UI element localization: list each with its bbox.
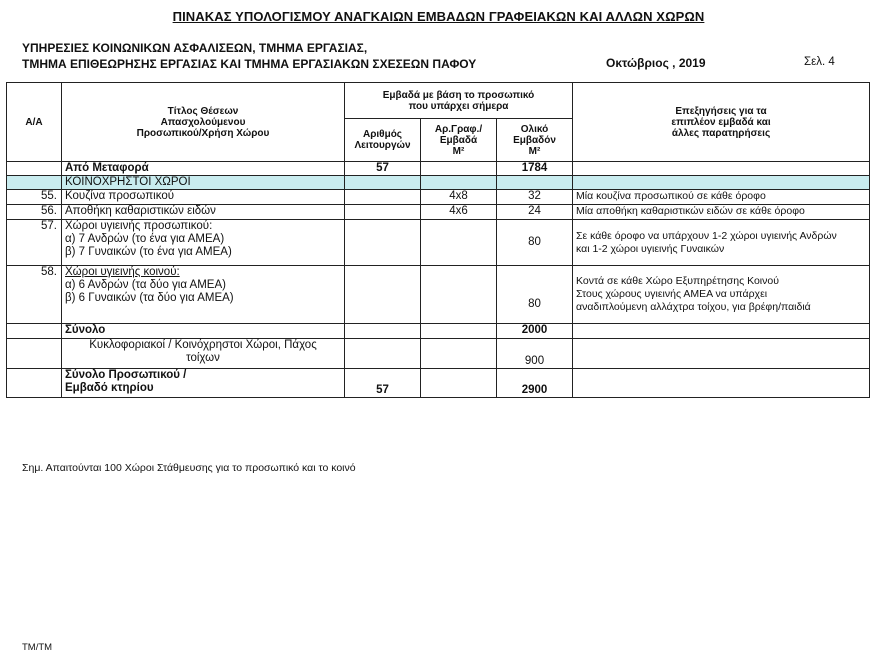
organization-header: [22, 40, 476, 72]
row-label: Κουζίνα προσωπικού: [62, 190, 345, 205]
row-dimensions: 4x8: [421, 190, 497, 205]
header-count: Αριθμός Λειτουργών: [345, 119, 421, 162]
table-row: [7, 324, 870, 339]
sum-total: 2000: [497, 324, 573, 339]
table-row: [7, 369, 870, 398]
row-number: 58.: [7, 266, 62, 324]
table-row: [7, 266, 870, 324]
table-row: [7, 205, 870, 220]
document-date: Οκτώβριος , 2019: [606, 56, 706, 70]
circulation-label: Κυκλοφοριακοί / Κοινόχρηστοι Χώροι, Πάχος τοίχων: [62, 339, 345, 369]
section-row-shared: [7, 176, 870, 190]
carry-total: 1784: [497, 162, 573, 176]
header-row-1: [7, 83, 870, 119]
section-label: ΚΟΙΝΟΧΡΗΣΤΟΙ ΧΩΡΟΙ: [62, 176, 345, 190]
footer-initials: ΤΜ/ΤΜ: [22, 642, 53, 653]
header-total-area: Ολικό Εμβαδόν Μ²: [497, 119, 573, 162]
table-row: [7, 220, 870, 266]
table-row: [7, 162, 870, 176]
sum-label: Σύνολο: [62, 324, 345, 339]
header-title: Τίτλος Θέσεων Απασχολούμενου Προσωπικού/Χρήση Χώρου: [62, 83, 345, 162]
parking-note: Σημ. Απαιτούνται 100 Χώροι Στάθμευσης για το προσωπικό και το κοινό: [22, 462, 356, 474]
header-office-area: Αρ.Γραφ./ Εμβαδά Μ²: [421, 119, 497, 162]
area-table: [6, 82, 870, 398]
row-label: Χώροι υγιεινής κοινού: α) 6 Ανδρών (τα δύο για ΑΜΕΑ) β) 6 Γυναικών (τα δύο για ΑΜΕΑ): [62, 266, 345, 324]
header-notes: Επεξηγήσεις για τα επιπλέον εμβαδά και άλλες παρατηρήσεις: [573, 83, 870, 162]
row-label: Αποθήκη καθαριστικών ειδών: [62, 205, 345, 220]
org-line-1: ΥΠΗΡΕΣΙΕΣ ΚΟΙΝΩΝΙΚΩΝ ΑΣΦΑΛΙΣΕΩΝ, ΤΜΗΜΑ ΕΡΓΑΣΙΑΣ,: [22, 41, 368, 55]
row-number: 55.: [7, 190, 62, 205]
row-note: Κοντά σε κάθε Χώρο Εξυπηρέτησης Κοινού Στους χώρους υγιεινής ΑΜΕΑ να υπάρχει αναδιπλούμενη αλλάχτρα τοίχου, για βρέφη/παιδιά: [573, 266, 870, 324]
row-total: 80: [497, 266, 573, 324]
carry-count: 57: [345, 162, 421, 176]
row-dimensions: 4x6: [421, 205, 497, 220]
header-aa: Α/Α: [7, 83, 62, 162]
org-line-2: ΤΜΗΜΑ ΕΠΙΘΕΩΡΗΣΗΣ ΕΡΓΑΣΙΑΣ ΚΑΙ ΤΜΗΜΑ ΕΡΓΑΣΙΑΚΩΝ ΣΧΕΣΕΩΝ ΠΑΦΟΥ: [22, 57, 477, 71]
table-row: [7, 339, 870, 369]
row-note: Μία αποθήκη καθαριστικών ειδών σε κάθε όροφο: [573, 205, 870, 220]
row-number: 56.: [7, 205, 62, 220]
table-row: [7, 190, 870, 205]
grand-count: 57: [345, 369, 421, 398]
row-total: 32: [497, 190, 573, 205]
grand-total: 2900: [497, 369, 573, 398]
row-note: Μία κουζίνα προσωπικού σε κάθε όροφο: [573, 190, 870, 205]
carry-label: Από Μεταφορά: [62, 162, 345, 176]
row-note: Σε κάθε όροφο να υπάρχουν 1-2 χώροι υγιεινής Ανδρών και 1-2 χώροι υγιεινής Γυναικών: [573, 220, 870, 266]
row-label: Χώροι υγιεινής προσωπικού: α) 7 Ανδρών (το ένα για ΑΜΕΑ) β) 7 Γυναικών (το ένα για ΑΜΕΑ): [62, 220, 345, 266]
row-total: 24: [497, 205, 573, 220]
header-group: Εμβαδά με βάση το προσωπικό που υπάρχει σήμερα: [345, 83, 573, 119]
row-number: 57.: [7, 220, 62, 266]
row-total: 80: [497, 220, 573, 266]
circulation-total: 900: [497, 339, 573, 369]
document-title: ΠΙΝΑΚΑΣ ΥΠΟΛΟΓΙΣΜΟΥ ΑΝΑΓΚΑΙΩΝ ΕΜΒΑΔΩΝ ΓΡΑΦΕΙΑΚΩΝ ΚΑΙ ΑΛΛΩΝ ΧΩΡΩΝ: [172, 9, 705, 24]
page-number: Σελ. 4: [804, 56, 835, 68]
grand-total-label: Σύνολο Προσωπικού / Εμβαδό κτηρίου: [62, 369, 345, 398]
